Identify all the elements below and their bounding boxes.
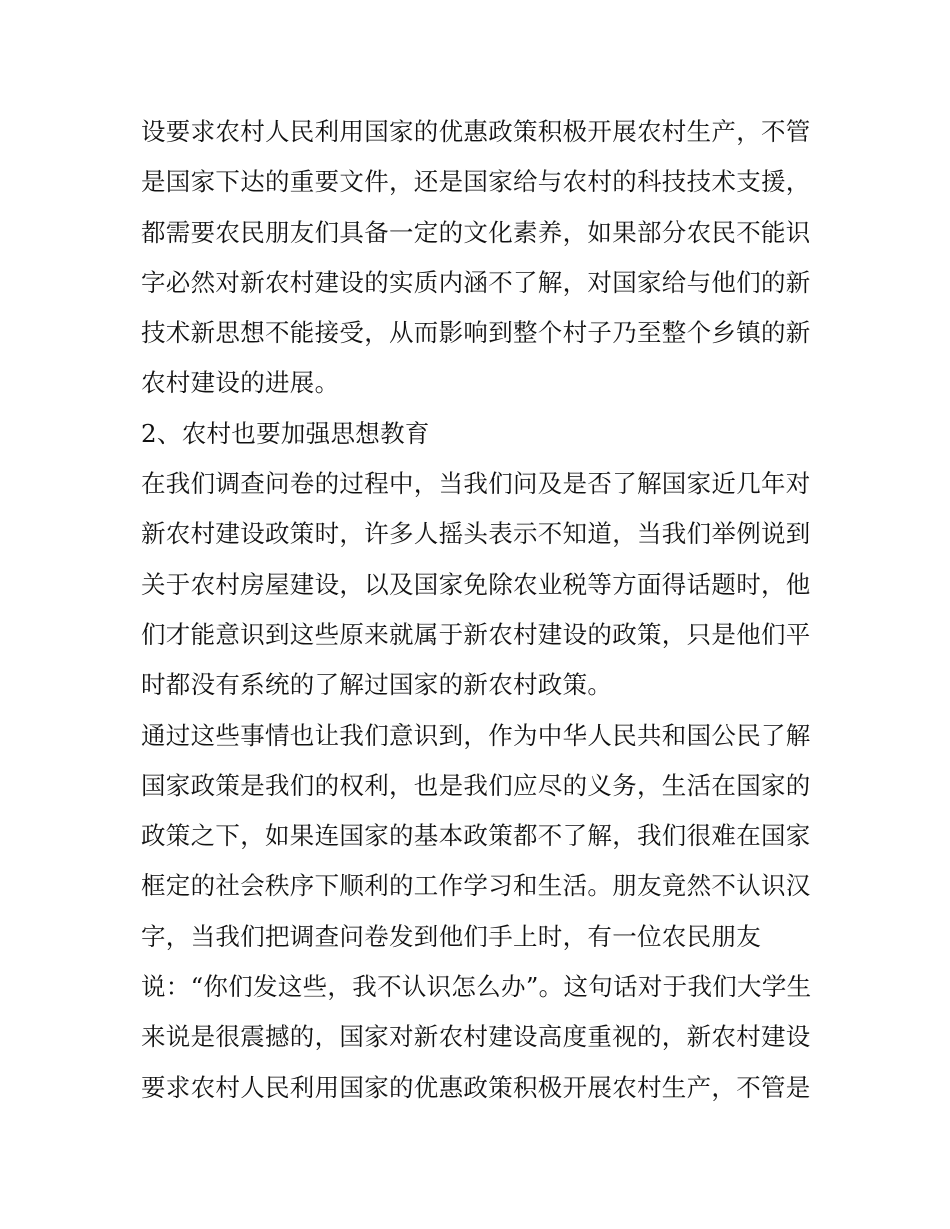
- text-line: 新农村建设政策时，许多人摇头表示不知道，当我们举例说到: [141, 519, 811, 549]
- text-line: 们才能意识到这些原来就属于新农村建设的政策，只是他们平: [141, 619, 811, 649]
- text-line: 要求农村人民利用国家的优惠政策积极开展农村生产，不管是: [141, 1072, 811, 1102]
- text-line: 字必然对新农村建设的实质内涵不了解，对国家给与他们的新: [141, 267, 811, 297]
- text-line: 来说是很震撼的，国家对新农村建设高度重视的，新农村建设: [141, 1022, 811, 1052]
- text-line: 设要求农村人民利用国家的优惠政策积极开展农村生产，不管: [141, 117, 811, 146]
- text-line: 技术新思想不能接受，从而影响到整个村子乃至整个乡镇的新: [141, 318, 811, 348]
- text-line: 在我们调查问卷的过程中，当我们问及是否了解国家近几年对: [141, 469, 811, 499]
- text-line: 通过这些事情也让我们意识到，作为中华人民共和国公民了解: [141, 720, 811, 750]
- text-line: 框定的社会秩序下顺利的工作学习和生活。朋友竟然不认识汉: [141, 871, 811, 901]
- text-line: 说：“你们发这些，我不认识怎么办”。这句话对于我们大学生: [141, 972, 812, 1002]
- section-heading: 2、农村也要加强思想教育: [141, 418, 430, 448]
- text-line: 农村建设的进展。: [141, 368, 340, 398]
- text-line: 国家政策是我们的权利，也是我们应尽的义务，生活在国家的: [141, 770, 811, 800]
- text-line: 政策之下，如果连国家的基本政策都不了解，我们很难在国家: [141, 821, 811, 851]
- text-line: 字，当我们把调查问卷发到他们手上时，有一位农民朋友: [141, 921, 761, 951]
- text-line: 是国家下达的重要文件，还是国家给与农村的科技技术支援，: [141, 167, 811, 197]
- text-line: 时都没有系统的了解过国家的新农村政策。: [141, 670, 613, 700]
- text-line: 都需要农民朋友们具备一定的文化素养，如果部分农民不能识: [141, 217, 811, 247]
- document-body: [141, 107, 813, 1113]
- text-line: 关于农村房屋建设，以及国家免除农业税等方面得话题时，他: [141, 569, 811, 599]
